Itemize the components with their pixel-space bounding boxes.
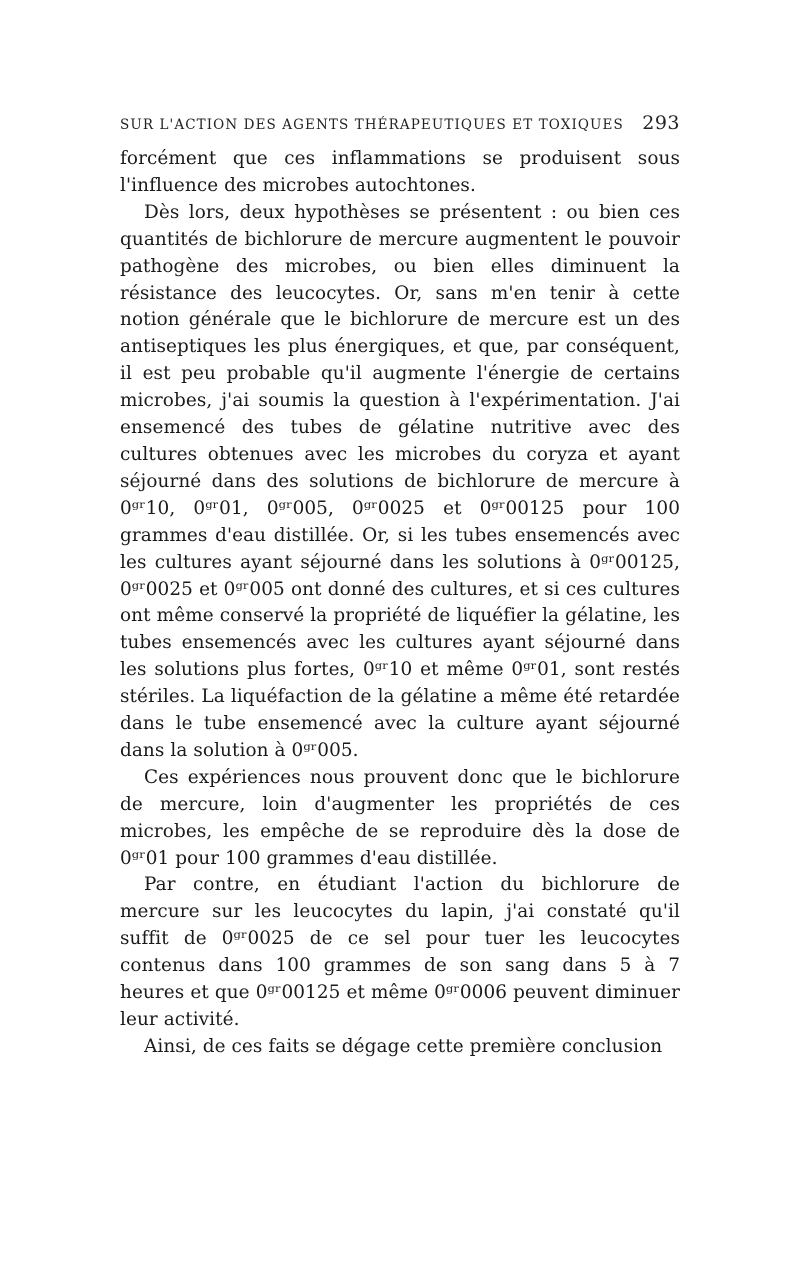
paragraph-leucocytes: Par contre, en étudiant l'action du bichlorure de mercure sur les leucocytes du lapin, j'ai constaté qu'il suffit de 0ᵍʳ0025 de ce sel pour tuer les leucocytes contenus dans 100 grammes de son sang dans 5 à 7 heures et que 0ᵍʳ00125 et même 0ᵍʳ0006 peuvent diminuer leur activité. [120,874,680,1030]
running-title: SUR L'ACTION DES AGENTS THÉRAPEUTIQUES ET TOXIQUES [120,117,624,133]
paragraph-conclusion: Ainsi, de ces faits se dégage cette première conclusion [144,1035,663,1057]
body-text [120,146,680,1061]
book-page [120,112,680,1061]
paragraph-experiments: Ces expériences nous prouvent donc que le bichlorure de mercure, loin d'augmenter les propriétés de ces microbes, les empêche de se reproduire dès la dose de 0ᵍʳ01 pour 100 grammes d'eau distillée. [120,766,680,869]
paragraph-continued: forcément que ces inflammations se produisent sous l'influence des microbes autochtones. [120,148,680,196]
paragraph-hypotheses: Dès lors, deux hypothèses se présentent : ou bien ces quantités de bichlorure de mercure augmentent le pouvoir pathogène des microbes, ou bien elles diminuent la résistance des leucocytes. Or, sans m'en tenir à cette notion générale que le bichlorure de mercure est un des antiseptiques les plus énergiques, et que, par conséquent, il est peu probable qu'il augmente l'énergie de certains microbes, j'ai soumis la question à l'expérimentation. J'ai ensemencé des tubes de gélatine nutritive avec des cultures obtenues avec les microbes du coryza et ayant séjourné dans des solutions de bichlorure de mercure à 0ᵍʳ10, 0ᵍʳ01, 0ᵍʳ005, 0ᵍʳ0025 et 0ᵍʳ00125 pour 100 grammes d'eau distillée. Or, si les tubes ensemencés avec les cultures ayant séjourné dans les solutions à 0ᵍʳ00125, 0ᵍʳ0025 et 0ᵍʳ005 ont donné des cultures, et si ces cultures ont même conservé la propriété de liquéfier la gélatine, les tubes ensemencés avec les cultures ayant séjourné dans les solutions plus fortes, 0ᵍʳ10 et même 0ᵍʳ01, sont restés stériles. La liquéfaction de la gélatine a même été retardée dans le tube ensemencé avec la culture ayant séjourné dans la solution à 0ᵍʳ005. [120,201,680,761]
running-header [120,112,680,146]
page-number: 293 [642,112,680,134]
